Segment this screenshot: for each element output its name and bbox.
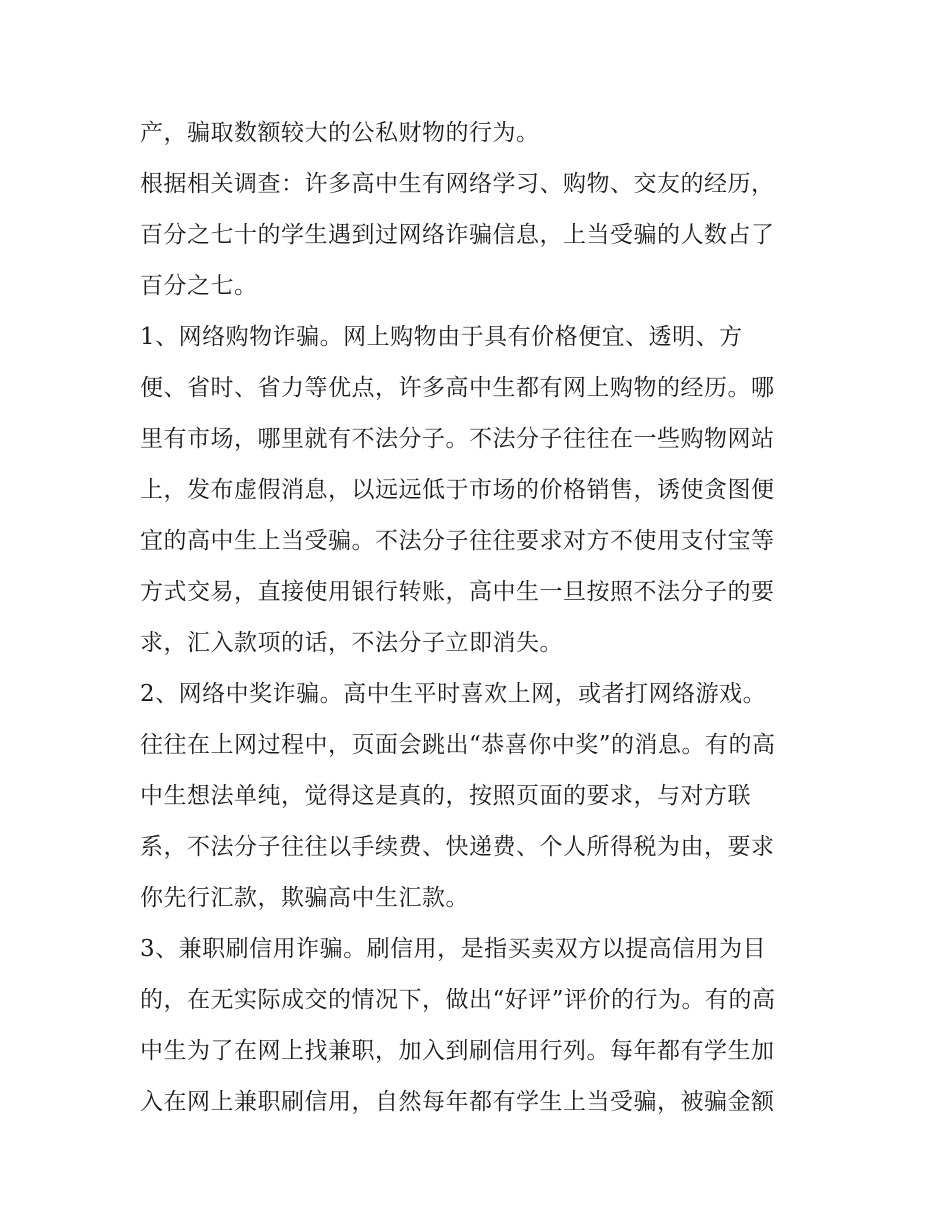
text-line: 中生想法单纯，觉得这是真的，按照页面的要求，与对方联 (140, 783, 751, 809)
text-line: 便、省时、省力等优点，许多高中生都有网上购物的经历。哪 (140, 375, 775, 401)
text-line: 百分之七十的学生遇到过网络诈骗信息，上当受骗的人数占了 (140, 222, 775, 248)
text-line: 方式交易，直接使用银行转账，高中生一旦按照不法分子的要 (140, 579, 775, 605)
document-body (140, 108, 820, 1128)
text-line: 系，不法分子往往以手续费、快递费、个人所得税为由，要求 (140, 834, 775, 860)
text-line: 2、网络中奖诈骗。高中生平时喜欢上网，或者打网络游戏。 (140, 681, 767, 707)
text-line: 里有市场，哪里就有不法分子。不法分子往往在一些购物网站 (140, 426, 775, 452)
text-line: 的，在无实际成交的情况下，做出“好评”评价的行为。有的高 (140, 987, 776, 1013)
text-line: 宜的高中生上当受骗。不法分子往往要求对方不使用支付宝等 (140, 528, 775, 554)
text-line: 百分之七。 (140, 273, 258, 299)
text-line: 3、兼职刷信用诈骗。刷信用，是指买卖双方以提高信用为目 (140, 936, 767, 962)
text-line: 根据相关调查：许多高中生有网络学习、购物、交友的经历， (140, 171, 775, 197)
text-line: 求，汇入款项的话，不法分子立即消失。 (140, 630, 563, 656)
text-line: 产，骗取数额较大的公私财物的行为。 (140, 120, 540, 146)
text-line: 1、网络购物诈骗。网上购物由于具有价格便宜、透明、方 (140, 324, 743, 350)
text-line: 往往在上网过程中，页面会跳出“恭喜你中奖”的消息。有的高 (140, 732, 776, 758)
text-line: 你先行汇款，欺骗高中生汇款。 (140, 885, 469, 911)
text-line: 中生为了在网上找兼职，加入到刷信用行列。每年都有学生加 (140, 1038, 775, 1064)
text-line: 入在网上兼职刷信用，自然每年都有学生上当受骗，被骗金额 (140, 1089, 775, 1115)
text-line: 上，发布虚假消息，以远远低于市场的价格销售，诱使贪图便 (140, 477, 775, 503)
